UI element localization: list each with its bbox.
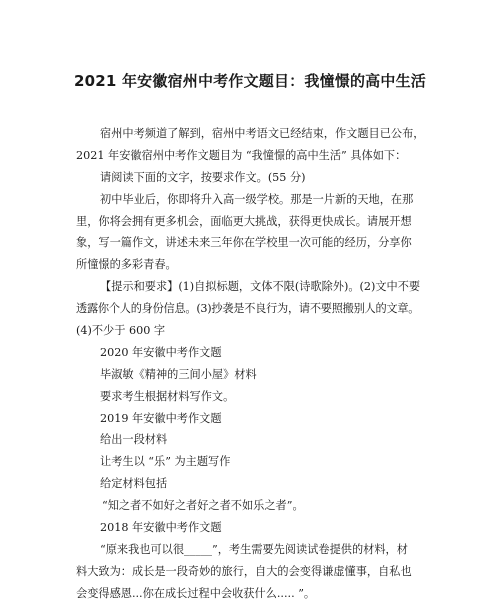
section-heading: 2019 年安徽中考作文题 xyxy=(100,411,222,425)
page-title: 2021 年安徽宿州中考作文题目：我憧憬的高中生活 xyxy=(74,72,426,90)
paragraph-line: 让考生以 “乐” 为主题写作 xyxy=(100,455,231,469)
paragraph-line: 给出一段材料 xyxy=(100,433,168,447)
paragraph-line: 象，写一篇作文，讲述未来三年你在学校里一次可能的经历，分享你 xyxy=(76,236,412,250)
paragraph-line: (4)不少于 600 字 xyxy=(76,324,166,338)
paragraph-line: 初中毕业后，你即将升入高一级学校。那是一片新的天地，在那 xyxy=(100,192,414,206)
paragraph-line: 料大致为：成长是一段奇妙的旅行，自大的会变得谦虚懂事，自私也 xyxy=(76,564,412,578)
paragraph-line: 要求考生根据材料写作文。 xyxy=(100,389,235,403)
paragraph-line: 2021 年安徽宿州中考作文题目为 “我憧憬的高中生活” 具体如下： xyxy=(76,148,407,162)
paragraph-line: 会变得感恩...你在成长过程中会收获什么..... ”。 xyxy=(76,586,316,600)
section-heading: 2018 年安徽中考作文题 xyxy=(100,521,222,535)
paragraph-line: 请阅读下面的文字，按要求作文。(55 分) xyxy=(100,170,306,184)
paragraph-line: 【提示和要求】(1)自拟标题，文体不限(诗歌除外)。(2)文中不要 xyxy=(100,280,421,294)
paragraph-line: 宿州中考频道了解到，宿州中考语文已经结束，作文题目已公布， xyxy=(100,127,425,140)
paragraph-line: 给定材料包括 xyxy=(100,477,168,491)
paragraph-line: 毕淑敏《精神的三间小屋》材料 xyxy=(100,367,257,381)
article-body xyxy=(76,123,431,605)
paragraph-line: “原来我也可以很_____”，考生需要先阅读试卷提供的材料，材 xyxy=(100,542,408,556)
paragraph-line: 所憧憬的多彩青春。 xyxy=(76,258,177,272)
paragraph-line: 透露你个人的身份信息。(3)抄袭是不良行为，请不要照搬别人的文章。 xyxy=(76,302,420,316)
paragraph-line: 里，你将会拥有更多机会，面临更大挑战，获得更快成长。请展开想 xyxy=(76,214,412,228)
section-heading: 2020 年安徽中考作文题 xyxy=(100,345,222,359)
quote-line: “知之者不如好之者好之者不如乐之者”。 xyxy=(102,499,304,513)
